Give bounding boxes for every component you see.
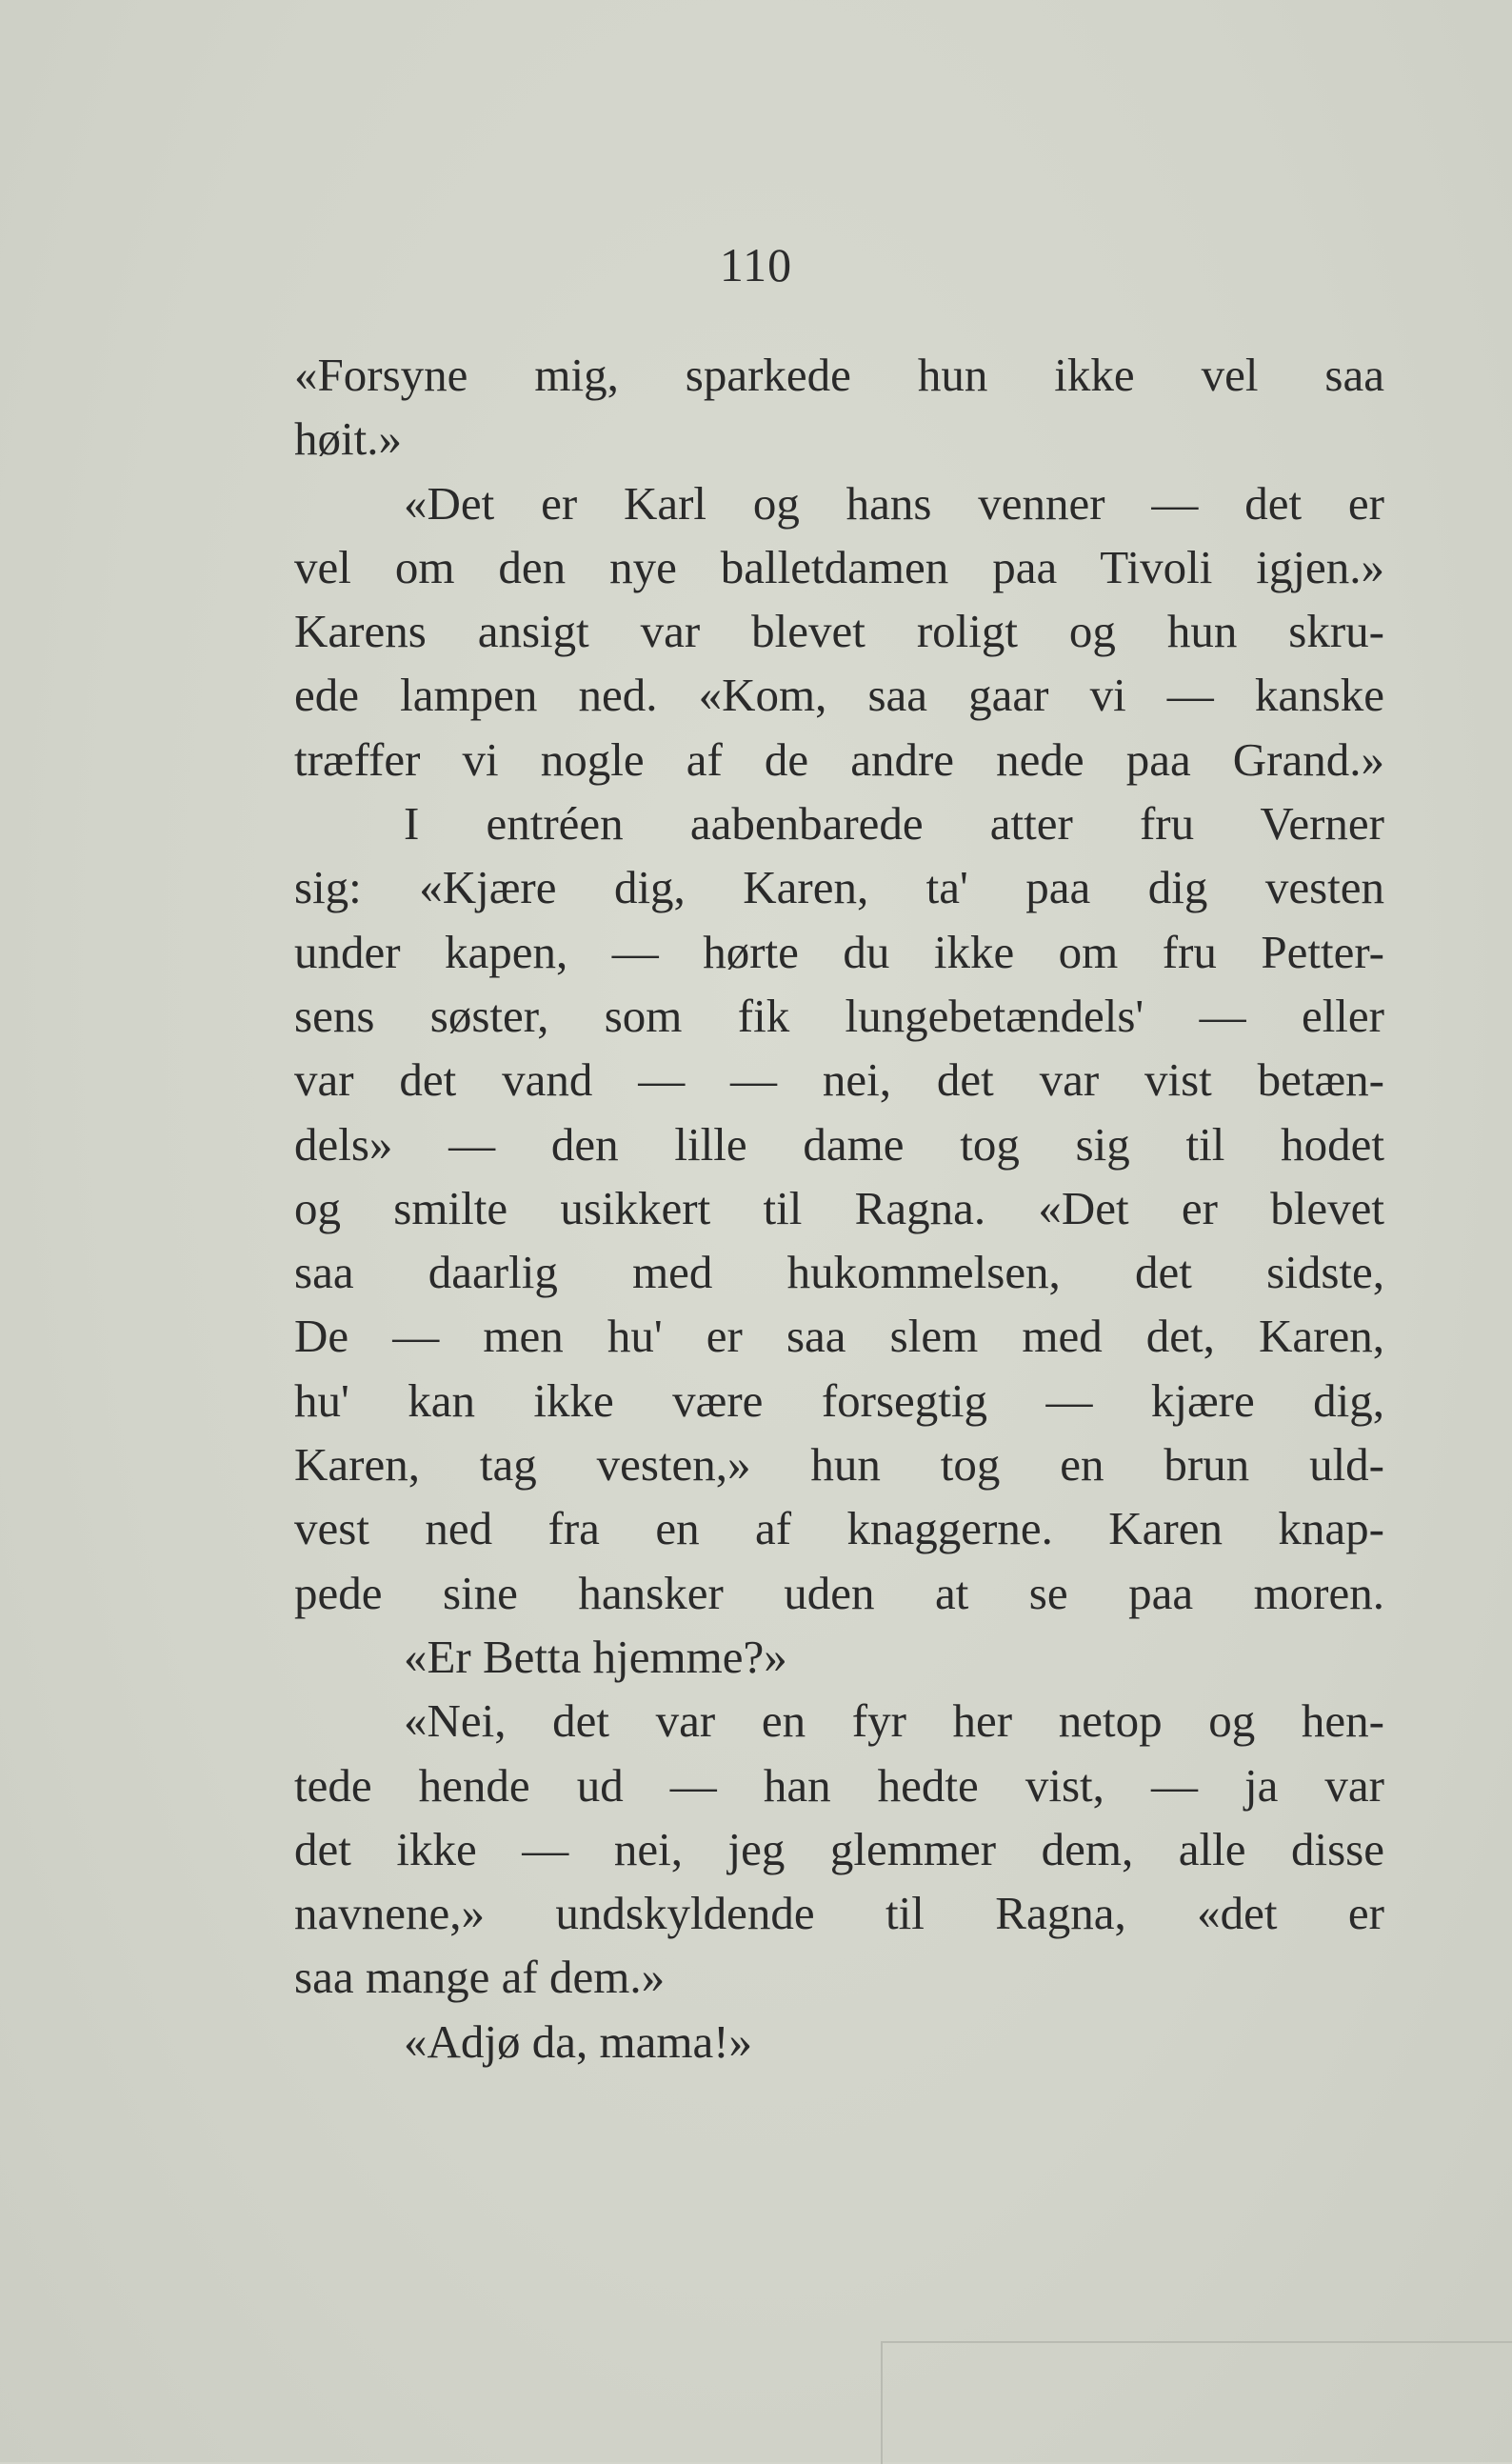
text-line: Karens ansigt var blevet roligt og hun skru- (294, 605, 1384, 658)
text-line: træffer vi nogle af de andre nede paa Grand.» (294, 732, 1384, 786)
text-line: «Forsyne mig, sparkede hun ikke vel saa (294, 349, 1384, 401)
text-line: De — men hu' er saa slem med det, Karen, (294, 1310, 1384, 1363)
text-line: «Nei, det var en fyr her netop og hen- (404, 1694, 1384, 1748)
text-line: «Er Betta hjemme?» (404, 1630, 787, 1683)
scan-edge-mark (881, 2341, 1512, 2464)
text-line: under kapen, — hørte du ikke om fru Petter- (294, 925, 1384, 978)
text-line: var det vand — — nei, det var vist betæn- (294, 1053, 1384, 1107)
text-line: Karen, tag vesten,» hun tog en brun uld- (294, 1438, 1384, 1492)
text-line: tede hende ud — han hedte vist, — ja var (294, 1758, 1384, 1812)
text-line: I entréen aabenbarede atter fru Verner (404, 797, 1384, 851)
text-line: høit.» (294, 412, 402, 466)
text-line: saa daarlig med hukommelsen, det sidste, (294, 1246, 1384, 1299)
text-line: vel om den nye balletdamen paa Tivoli igjen.» (294, 540, 1384, 593)
text-line: vest ned fra en af knaggerne. Karen knap- (294, 1502, 1384, 1555)
text-line: «Adjø da, mama!» (404, 2014, 753, 2068)
text-line: hu' kan ikke være forsegtig — kjære dig, (294, 1373, 1384, 1427)
text-line: dels» — den lille dame tog sig til hodet (294, 1117, 1384, 1171)
text-line: «Det er Karl og hans venner — det er (404, 476, 1384, 530)
text-line: pede sine hansker uden at se paa moren. (294, 1566, 1384, 1619)
text-line: sig: «Kjære dig, Karen, ta' paa dig vesten (294, 861, 1384, 914)
text-line: sens søster, som fik lungebetændels' — eller (294, 989, 1384, 1042)
text-line: ede lampen ned. «Kom, saa gaar vi — kanske (294, 669, 1384, 722)
text-line: det ikke — nei, jeg glemmer dem, alle disse (294, 1822, 1384, 1875)
page-number: 110 (719, 238, 793, 291)
body-text (294, 343, 1384, 2073)
text-line: navnene,» undskyldende til Ragna, «det er (294, 1887, 1384, 1940)
text-line: saa mange af dem.» (294, 1951, 666, 2004)
text-line: og smilte usikkert til Ragna. «Det er blevet (294, 1181, 1384, 1234)
